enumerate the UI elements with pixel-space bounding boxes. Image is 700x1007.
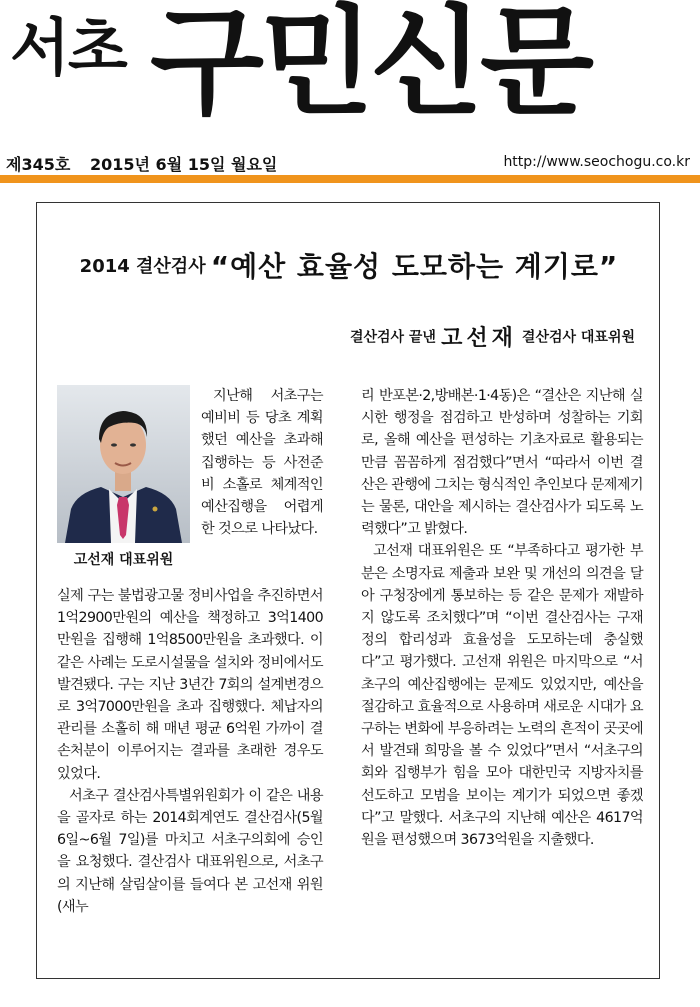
site-url[interactable]: http://www.seochogu.co.kr [503, 154, 690, 170]
article-paragraph: 지난해 서초구는 예비비 등 당초 계획했던 예산을 초과해 집행하는 등 사전준비 소홀로 체계적인 예산집행을 어렵게 한 것으로 나타났다. [201, 388, 323, 538]
article-paragraph: 실제 구는 불법광고물 정비사업을 추진하면서 1억2900만원의 예산을 책정하고 3억1400만원을 집행해 1억8500만원을 초과했다. 이 같은 사례는 도로시설물을 설치와 정비에서도 발견됐다. 구는 지난 3년간 7회의 설계변경으로 3억7000만원을 초과 집행했다. 체납자의 관리를 소홀히 해 매년 평균 6억원 가까이 결손처분이 이루어지는 결과를 초래한 경우도 있었다. [57, 588, 323, 782]
masthead-title-small: 서초 [10, 11, 126, 84]
article-paragraph: 서초구 결산검사특별위원회가 이 같은 내용을 골자로 하는 2014회계연도 결산검사(5월 6일~6월 7일)를 마치고 서초구의회에 승인을 요청했다. 결산검사 대표위원으로, 서초구의 지난해 살림살이를 들여다 본 고선재 위원(새누 [57, 787, 323, 915]
article-column-left-bottom [57, 585, 323, 918]
issue-number: 제345호 [6, 155, 71, 174]
portrait-photo [57, 385, 190, 543]
byline-suffix: 결산검사 대표위원 [521, 329, 635, 346]
issue-date: 2015년 6월 15일 월요일 [90, 155, 278, 174]
headline-main: “예산 효율성 도모하는 계기로” [210, 250, 619, 283]
masthead-divider [0, 175, 700, 183]
article-column-right [361, 385, 643, 851]
photo-caption: 고선재 대표위원 [73, 552, 174, 568]
article-box [36, 202, 660, 979]
byline [350, 321, 635, 352]
headline [37, 245, 661, 285]
article-paragraph: 리 반포본·2,방배본·1·4동)은 “결산은 지난해 실시한 행정을 점검하고 반성하며 성찰하는 기회로, 올해 예산을 편성하는 기초자료로 활용되는 만큼 꼼꼼하게 점검했다”면서 “따라서 이번 결산은 관행에 그치는 형식적인 추인보다 문제제기는 물론, 대안을 제시하는 결산검사가 되도록 노력했다”고 밝혔다. [361, 388, 643, 538]
masthead-title-big: 구민신문 [150, 0, 590, 131]
article-column-left-top [201, 385, 323, 540]
byline-prefix: 결산검사 끝낸 [349, 329, 436, 346]
headline-prefix: 2014 결산검사 [79, 256, 206, 277]
issue-bar [0, 150, 700, 176]
masthead [0, 0, 700, 150]
byline-name: 고선재 [441, 326, 517, 351]
article-paragraph: 고선재 대표위원은 또 “부족하다고 평가한 부분은 소명자료 제출과 보완 및 개선의 의견을 달아 구청장에게 통보하는 등 같은 문제가 재발하지 않도록 조치했다”며 “이번 결산검사는 구재정의 합리성과 효율성을 도모하는데 충실했다”고 평가했다. 고선재 위원은 마지막으로 “서초구의 예산집행에는 문제도 있었지만, 예산을 절감하고 효율적으로 사용하며 새로운 시대가 요구하는 변화에 부응하려는 노력의 흔적이 곳곳에서 발견돼 희망을 볼 수 있었다”면서 “서초구의회와 집행부가 힘을 모아 대한민국 지방자치를 선도하고 모범을 보이는 계기가 되었으면 좋겠다”고 말했다. 서초구의 지난해 예산은 4617억원을 편성했으며 3673억원을 지출했다. [361, 543, 643, 849]
